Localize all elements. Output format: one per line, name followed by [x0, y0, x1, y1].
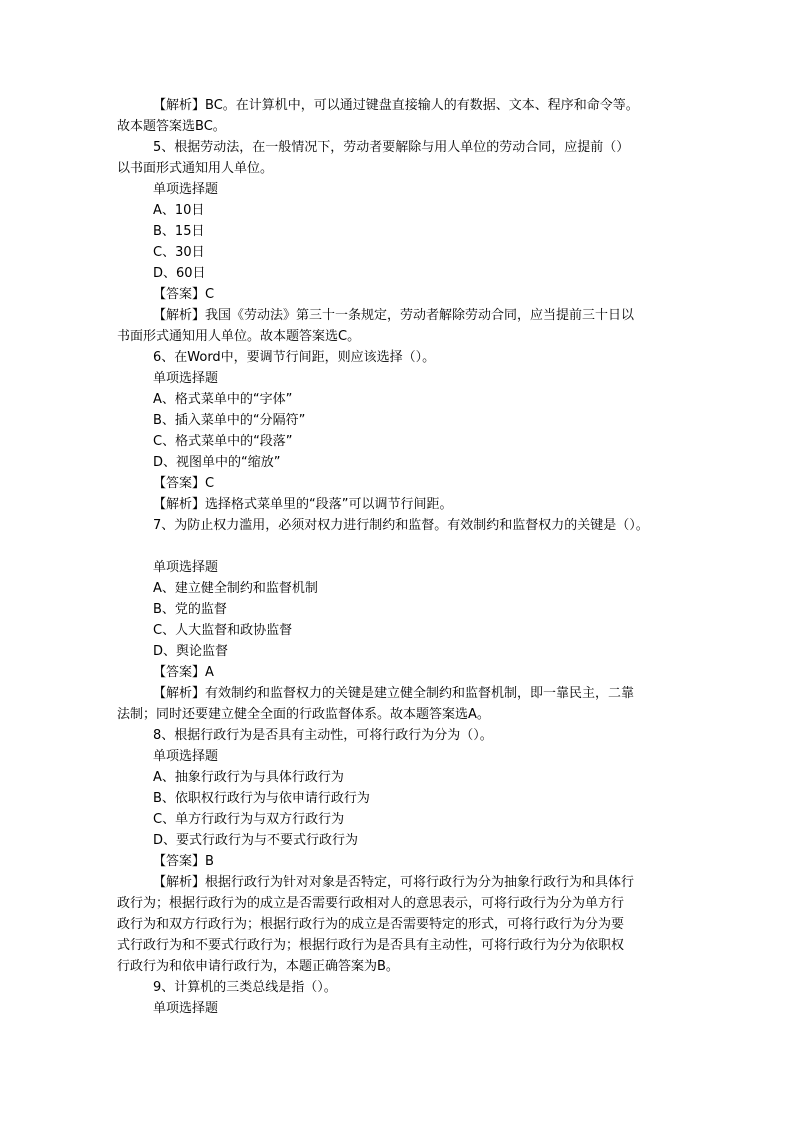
- option-b: B、党的监督: [153, 602, 227, 617]
- analysis-q4-cont: 故本题答案选BC。: [117, 119, 226, 134]
- question-type: 单项选择题: [153, 371, 219, 386]
- question-6: 6、在Word中，要调节行间距，则应该选择（）。: [153, 350, 436, 365]
- analysis-q8-cont: 政行为；根据行政行为的成立是否需要行政相对人的意思表示，可将行政行为分为单方行: [117, 896, 625, 911]
- option-c: C、格式菜单中的“段落”: [153, 434, 293, 449]
- analysis-q8-cont: 政行为和双方行政行为；根据行政行为的成立是否需要特定的形式，可将行政行为分为要: [117, 917, 625, 932]
- question-type: 单项选择题: [153, 182, 219, 197]
- option-a: A、格式菜单中的“字体”: [153, 392, 293, 407]
- option-a: A、抽象行政行为与具体行政行为: [153, 770, 344, 785]
- answer-q5: 【答案】C: [153, 287, 215, 302]
- option-d: D、视图单中的“缩放”: [153, 455, 281, 470]
- option-c: C、人大监督和政协监督: [153, 623, 293, 638]
- question-8: 8、根据行政行为是否具有主动性，可将行政行为分为（）。: [153, 728, 493, 743]
- analysis-q7: 【解析】有效制约和监督权力的关键是建立健全制约和监督机制，即一靠民主，二靠: [153, 686, 635, 701]
- option-c: C、30日: [153, 245, 205, 260]
- analysis-q8-cont: 行政行为和依申请行政行为，本题正确答案为B。: [117, 959, 399, 974]
- analysis-q8: 【解析】根据行政行为针对对象是否特定，可将行政行为分为抽象行政行为和具体行: [153, 875, 635, 890]
- analysis-q7-cont: 法制；同时还要建立健全全面的行政监督体系。故本题答案选A。: [117, 707, 490, 722]
- question-5-cont: 以书面形式通知用人单位。: [117, 161, 274, 176]
- option-c: C、单方行政行为与双方行政行为: [153, 812, 345, 827]
- option-d: D、要式行政行为与不要式行政行为: [153, 833, 359, 848]
- analysis-q6: 【解析】选择格式菜单里的“段落”可以调节行间距。: [153, 497, 453, 512]
- analysis-q5: 【解析】我国《劳动法》第三十一条规定，劳动者解除劳动合同，应当提前三十日以: [153, 308, 635, 323]
- option-d: D、舆论监督: [153, 644, 229, 659]
- option-d: D、60日: [153, 266, 206, 281]
- question-type: 单项选择题: [153, 1001, 219, 1016]
- question-9: 9、计算机的三类总线是指（）。: [153, 980, 337, 995]
- answer-q6: 【答案】C: [153, 476, 215, 491]
- question-5: 5、根据劳动法，在一般情况下，劳动者要解除与用人单位的劳动合同，应提前（）: [153, 140, 630, 155]
- option-a: A、10日: [153, 203, 205, 218]
- option-a: A、建立健全制约和监督机制: [153, 581, 318, 596]
- option-b: B、插入菜单中的“分隔符”: [153, 413, 306, 428]
- option-b: B、依职权行政行为与依申请行政行为: [153, 791, 370, 806]
- answer-q8: 【答案】B: [153, 854, 214, 869]
- analysis-q5-cont: 书面形式通知用人单位。故本题答案选C。: [117, 329, 361, 344]
- question-7: 7、为防止权力滥用，必须对权力进行制约和监督。有效制约和监督权力的关键是（）。: [153, 518, 649, 533]
- question-type: 单项选择题: [153, 560, 219, 575]
- question-type: 单项选择题: [153, 749, 219, 764]
- analysis-q8-cont: 式行政行为和不要式行政行为；根据行政行为是否具有主动性，可将行政行为分为依职权: [117, 938, 625, 953]
- analysis-q4: 【解析】BC。在计算机中，可以通过键盘直接输人的有数据、文本、程序和命令等。: [153, 98, 639, 113]
- answer-q7: 【答案】A: [153, 665, 214, 680]
- option-b: B、15日: [153, 224, 205, 239]
